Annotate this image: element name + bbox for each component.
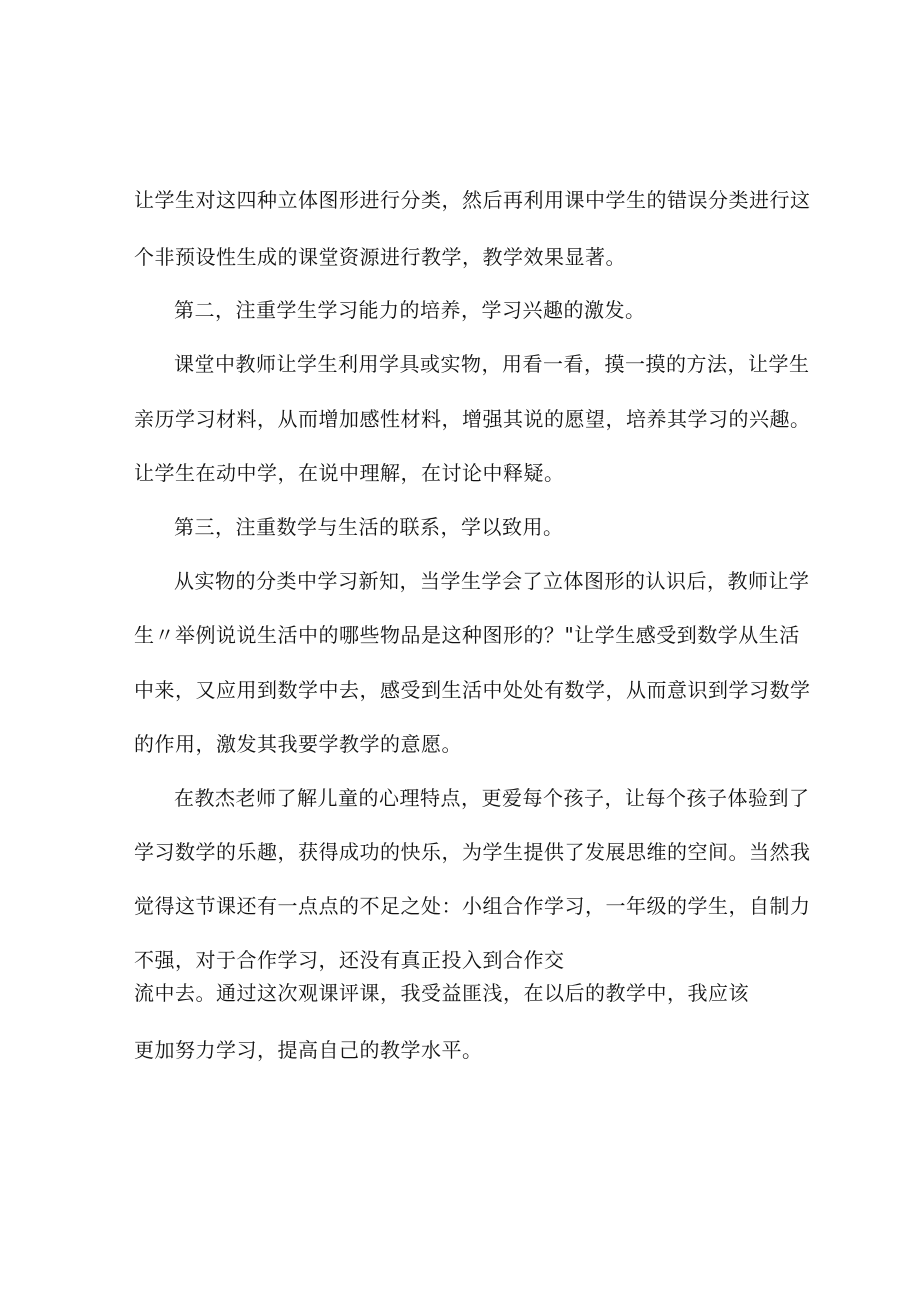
- text-line-11: 的作用，激发其我要学教学的意愿。: [134, 732, 462, 756]
- text-line-15: 不强，对于合作学习，还没有真正投入到合作交: [134, 948, 565, 972]
- text-line-2: 个非预设性生成的课堂资源进行教学，教学效果显著。: [134, 245, 626, 269]
- text-line-17: 更加努力学习，提高自己的教学水平。: [134, 1038, 483, 1062]
- text-line-14: 觉得这节课还有一点点的不足之处：小组合作学习，一年级的学生，自制力: [134, 894, 811, 918]
- text-line-5: 亲历学习材料，从而增加感性材料，增强其说的愿望，培养其学习的兴趣。: [134, 407, 811, 431]
- text-line-1: 让学生对这四种立体图形进行分类，然后再利用课中学生的错误分类进行这: [134, 188, 811, 212]
- text-line-16: 流中去。通过这次观课评课，我受益匪浅，在以后的教学中，我应该: [134, 981, 749, 1005]
- text-line-4: 课堂中教师让学生利用学具或实物，用看一看，摸一摸的方法，让学生: [174, 352, 810, 376]
- text-line-8: 从实物的分类中学习新知，当学生学会了立体图形的认识后，教师让学: [174, 569, 810, 593]
- text-line-9: 生〃举例说说生活中的哪些物品是这种图形的？"让学生感受到数学从生活: [134, 623, 800, 647]
- text-line-13: 学习数学的乐趣，获得成功的快乐，为学生提供了发展思维的空间。当然我: [134, 840, 811, 864]
- section-heading-2: 第二，注重学生学习能力的培养，学习兴趣的激发。: [174, 298, 646, 322]
- section-heading-3: 第三，注重数学与生活的联系，学以致用。: [174, 515, 564, 539]
- text-line-10: 中来，又应用到数学中去，感受到生活中处处有数学，从而意识到学习数学: [134, 678, 811, 702]
- text-line-12: 在教杰老师了解儿童的心理特点，更爱每个孩子，让每个孩子体验到了: [174, 786, 810, 810]
- text-line-6: 让学生在动中学，在说中理解，在讨论中释疑。: [134, 461, 565, 485]
